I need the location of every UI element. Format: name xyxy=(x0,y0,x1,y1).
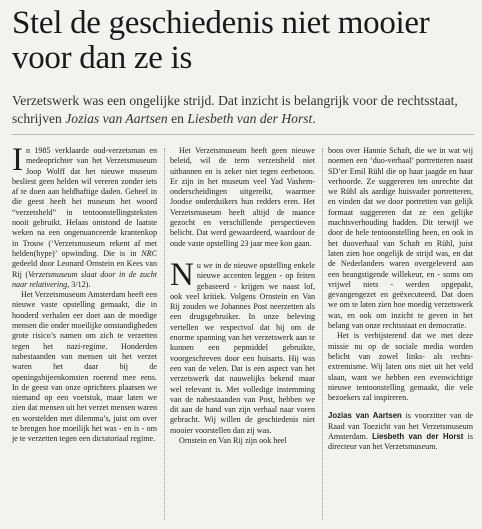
article-body xyxy=(12,146,476,524)
lead-text: Verzetswerk was een ongelijke strijd. Dat inzicht is belangrijk voor de rechtsstaat, schrijven xyxy=(12,93,458,126)
column-3 xyxy=(328,146,473,524)
paragraph-2: Het Verzetsmuseum Amsterdam heeft een nieuwe vaste opstelling gemaakt, die in honderd verhalen eer doet aan de moedige mensen die onder moeilijke omstandigheden grote risico’s namen om zich te verzetten tegen het nazi-regime. Honderden nabestaanden van mensen uit het verzet waren het daar bij de openingsbijeenkomsten roerend mee eens. In de geest van onze oprichters plaatsen we niemand op een voetstuk, maar laten we zien dat mensen uit het verzet mensen waren en worstelden met dilemma’s, juist om over te brengen hoe moeilijk het was - en is - om je te verzetten tegen een dictatoriaal regime. xyxy=(12,290,157,444)
lead-author-1: Jozias van Aartsen xyxy=(65,110,168,126)
lead-author-2: Liesbeth van der Horst xyxy=(187,110,313,126)
column-2 xyxy=(170,146,315,524)
drop-cap-i: I xyxy=(12,146,23,178)
drop-cap-n: N xyxy=(170,256,194,293)
lead-paragraph xyxy=(12,92,474,127)
lead-joiner: en xyxy=(167,110,188,126)
headline: Stel de geschiedenis niet mooier voor dan ze is xyxy=(12,5,430,76)
column-1 xyxy=(12,146,157,524)
bio-name-1: Jozias van Aartsen xyxy=(328,411,402,421)
headline-divider xyxy=(12,134,474,135)
lead-end: . xyxy=(312,110,316,126)
paragraph-3: Het Verzetsmuseum heeft geen nieuwe beleid, wil de term verzetsheld niet uitbannen en is zeker niet tegen eerbetoon. Er zijn in het museum veel Yad Vashem-onderscheidingen uitgereikt, waarmee Joodse onderduikers hun redders eren. Het Verzetsmuseum heeft altijd de nuance gezocht en verschillende perspectieven belicht. Dat werd gewaardeerd, waardoor de oude vaste opstelling 23 jaar mee kon gaan. xyxy=(170,146,315,248)
paragraph-1: In 1985 verklaarde oud-verzetsman en medeoprichter van het Verzetsmuseum Joop Wolff dat het nieuwe museum besliest geen helden wil vereren zonder iets af te doen aan heldhaftige daden. Geheel in die geest heeft het museum het woord “verzetsheld” in tentoonstellingsteksten nooit gebruikt. Helaas ontstond de laatste weken na een ongenuanceerde krantenkop in Trouw (‘Verzetsmuseum rekent af met helden(hype)’ opwinding. Die is in NRC gedeeld door Leonard Ornstein en Kees van Rij (Verzetsmuseum slaat door in de zucht naar relativering, 3/12). xyxy=(12,146,157,289)
paragraph-7: Het is verbijsterend dat we met deze missie nu op de sociale media worden belicht van zowel links- als rechts-extremisme. Wij laten ons niet uit het veld slaan, want we hebben een evenwichtige nieuwe tentoonstelling gemaakt, die vele bezoekers zal inspireren. xyxy=(328,331,473,403)
bio-name-2: Liesbeth van der Horst xyxy=(372,432,464,442)
paragraph-5: Ornstein en Van Rij zijn ook heel xyxy=(179,436,287,446)
paragraph-4: Nu we in de nieuwe opstelling enkele nieuwe accenten leggen - op feiten gebaseerd - krijgen we naast lof, ook veel kritiek. Volgens Ornstein en Van Rij zouden we Johannes Post neerzetten als een drugsgebruiker. In onze beleving vertellen we respectvol dat hij om de enorme spanning van het verzetswerk aan te kunnen een pepmiddel gebruikte, voorgeschreven door een huisarts. Hij was een van de velen. Dat is een aspect van het verzetswerk dat nauwelijks bekend maar wel relevant is. Met volledige instemming van de nabestaanden van Post, hebben we dit aan de hand van zijn verhaal naar voren gebracht. Wij willen de geschiedenis niet mooier voorstellen dan zij was. xyxy=(170,256,315,435)
paragraph-6: boos over Hannie Schaft, die we in wat wij noemen een ‘duo-verhaal’ portretteren naast SD’er Emil Rühl die op haar jaagde en haar verhoorde. Ze suggereren ten onrechte dat we Rühl als aardige huisvader portretteren, en vinden dat we door portretten van gelijk formaat suggereren dat ze een gelijke machtsverhouding hadden. Dit terwijl we door de hele tentoonstelling heen, en ook in het duoverhaal van Schaft en Rühl, juist laten zien hoe ongelijk de strijd was, en dat de Nederlanders waren overgeleverd aan een beangstigende willekeur, en - soms om vrijwel niets - werden opgepakt, gevangengezet en geëxecuteerd. Dat doen we om te laten zien hoe moedig verzetswerk was, en ook om inzicht te geven in het belang van onze rechtsstaat en democratie. xyxy=(328,146,473,331)
author-bio: Jozias van Aartsen is voorzitter van de Raad van Toezicht van het Verzetsmuseum Amsterdam. Liesbeth van der Horst is directeur van het Verzetsmuseum. xyxy=(328,411,473,452)
